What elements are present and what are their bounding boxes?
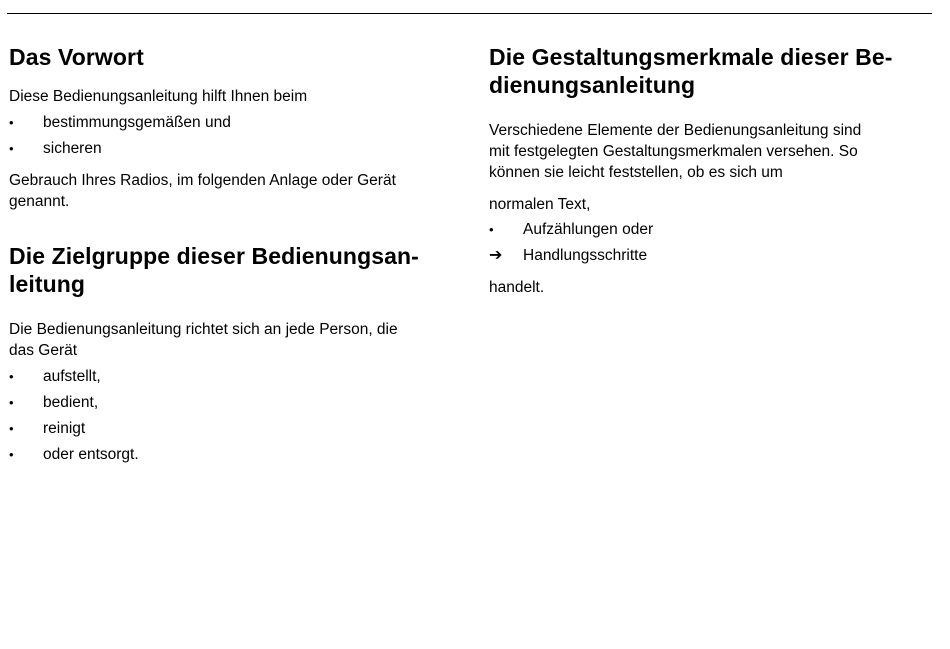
list-item-text: reinigt	[43, 420, 86, 437]
heading-zielgruppe-line1: Die Zielgruppe dieser Bedienungsan-	[9, 243, 419, 269]
list-item-text: aufstellt,	[43, 368, 101, 385]
gestaltung-intro-line1: Verschiedene Elemente der Bedienungsanleitung sind	[489, 122, 862, 139]
vorwort-outro: Gebrauch Ihres Radios, im folgenden Anlage oder Gerät genannt.	[9, 172, 396, 210]
vorwort-intro: Diese Bedienungsanleitung hilft Ihnen beim	[9, 88, 308, 105]
list-item-text: Aufzählungen oder	[523, 221, 654, 238]
top-rule	[7, 13, 932, 14]
bullet-icon: •	[9, 447, 14, 462]
gestaltung-intro-line3: können sie leicht feststellen, ob es sich um	[489, 164, 783, 181]
list-item-text: oder entsorgt.	[43, 446, 139, 463]
bullet-icon: •	[9, 141, 14, 156]
heading-zielgruppe-line2: leitung	[9, 271, 86, 297]
bullet-icon: •	[9, 421, 14, 436]
gestaltung-outro: handelt.	[489, 279, 545, 296]
bullet-icon: •	[9, 395, 14, 410]
gestaltung-normal-text: normalen Text,	[489, 196, 591, 213]
gestaltung-intro	[489, 120, 861, 183]
bullet-icon: •	[489, 222, 494, 237]
gestaltung-intro-line2: mit festgelegten Gestaltungsmerkmalen versehen. So	[489, 143, 858, 160]
zielgruppe-intro-line1: Die Bedienungsanleitung richtet sich an jede Person, die	[9, 321, 398, 338]
heading-gestaltung-line1: Die Gestaltungsmerkmale dieser Be-	[489, 44, 893, 70]
heading-zielgruppe	[9, 242, 419, 298]
list-item-text: bedient,	[43, 394, 99, 411]
heading-gestaltung-line2: dienungsanleitung	[489, 72, 696, 98]
heading-gestaltung	[489, 43, 893, 99]
list-item-text: Handlungsschritte	[523, 247, 648, 264]
zielgruppe-intro	[9, 319, 398, 361]
bullet-icon: •	[9, 115, 14, 130]
list-item-text: bestimmungsgemäßen und	[43, 114, 231, 131]
list-item-text: sicheren	[43, 140, 102, 157]
heading-vorwort: Das Vorwort	[9, 44, 144, 70]
bullet-icon: •	[9, 369, 14, 384]
arrow-right-icon: ➔	[489, 247, 503, 264]
zielgruppe-intro-line2: das Gerät	[9, 342, 78, 359]
